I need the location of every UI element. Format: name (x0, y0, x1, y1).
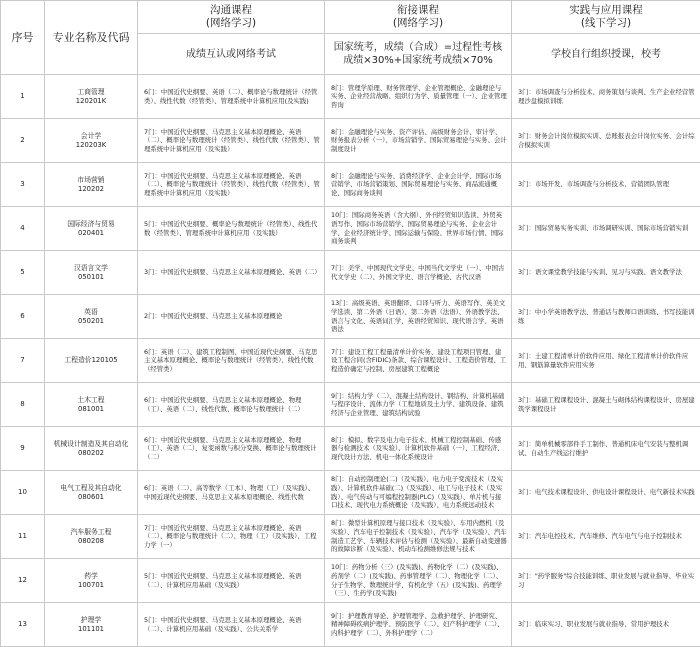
row-number: 3 (1, 163, 45, 207)
prac-courses: 3门：临床实习、职业发展与就业指导、常用护理技术 (512, 603, 700, 647)
comm-courses: 7门：中国近代史纲要、马克思主义基本原理概论、英语（二）、概率论与数理统计（经管类）、线性代数（经管类）、管理系统中计算机应用（及实践） (138, 163, 325, 207)
header-link (325, 1, 512, 34)
comm-courses: 6门：英语（二）、建筑工程制图、中国近现代史纲要、马克思主义基本原理概论、概率论与数理统计（经管类）、线性代数（经管类） (138, 339, 325, 383)
header-link-title: 衔接课程 (329, 4, 507, 17)
table-row (1, 75, 700, 119)
major-name: 电气工程及其自动化 (49, 484, 133, 493)
link-courses: 7门：建设工程工程量清单计价实务、建设工程项目管理、建设工程合同(含FIDIC)条款、综合课程设计、工程造价管理、工程造价确定与控制、房屋建筑工程概论 (325, 339, 512, 383)
major-code: 081001 (49, 405, 133, 414)
comm-courses: 6门：中国近代史纲要、马克思主义基本原理概论、物理（工）、英语（二）、复变函数与积分变换、概率论与数理统计（二） (138, 427, 325, 471)
row-number: 2 (1, 119, 45, 163)
major-cell (45, 471, 138, 515)
major-cell (45, 295, 138, 339)
prac-courses: 3门：市场开发、市场调查与分析技术、营销团队管理 (512, 163, 700, 207)
table-row (1, 163, 700, 207)
link-courses: 10门：国际商务英语（含大纲）、外刊经贸知识选读、外贸英语写作、国际市场营销学、国际贸易理论与实务、企业会计学、企业经济统计学、国际运输与保险、世界市场行情、国际商务谈判 (325, 207, 512, 251)
major-cell (45, 339, 138, 383)
comm-courses: 5门：中国近代史纲要、马克思主义基本原理概论、英语（二）、计算机应用基础（及实践）、公共关系学 (138, 603, 325, 647)
link-courses: 13门：高级英语、英语翻译、口译与听力、英语写作、英美文学选读、第二外语（日语）、第二外语（法语）、外语教学法、语言与文化、英语词汇学、英语经贸知识、现代语言学、英语语法 (325, 295, 512, 339)
major-cell (45, 427, 138, 471)
major-code: 080202 (49, 449, 133, 458)
row-number: 10 (1, 471, 45, 515)
row-number: 13 (1, 603, 45, 647)
prac-courses: 3门：市场调查与分析技术、商务策划与谈判、生产企业经营管理沙盘模拟训练 (512, 75, 700, 119)
row-number: 12 (1, 559, 45, 603)
prac-courses: 3门：国际贸易实务实训、市场调研实训、国际市场营销实训 (512, 207, 700, 251)
major-name: 护理学 (49, 616, 133, 625)
row-number: 1 (1, 75, 45, 119)
row-number: 9 (1, 427, 45, 471)
prac-courses: 3门：语文课堂教学技能与实训、见习与实践、语文教学法 (512, 251, 700, 295)
table-row (1, 559, 700, 603)
header-link-desc: 国家统考，成绩（合成）=过程性考核成绩×30%+国家统考成绩×70% (325, 34, 512, 75)
header-comm-desc: 成绩互认或网络考试 (138, 34, 325, 75)
row-number: 8 (1, 383, 45, 427)
link-courses: 7门：美学、中国现代文学史、中国当代文学史（一）、中国古代文学史（二）、外国文学史、语言学概论、古代汉语 (325, 251, 512, 295)
major-name: 工程造价120105 (49, 356, 133, 365)
major-name: 市场营销 (49, 176, 133, 185)
table-row (1, 383, 700, 427)
major-cell (45, 383, 138, 427)
comm-courses: 2门：中国近代史纲要、马克思主义基本原理概论 (138, 295, 325, 339)
major-code: 020401 (49, 229, 133, 238)
major-cell (45, 163, 138, 207)
header-prac-desc: 学校自行组织授课，校考 (512, 34, 700, 75)
header-comm-sub: (网络学习) (142, 17, 320, 30)
comm-courses: 7门：中国近代史纲要、马克思主义基本原理概论、英语（二）、概率论与数理统计（经管类）、线性代数（经管类）、管理系统中计算机应用（及实践） (138, 119, 325, 163)
row-number: 5 (1, 251, 45, 295)
link-courses: 8门：模拟、数字及电力电子技术、机械工程控制基础、传感器与检测技术（及实验）、计算机软件基础（一）、工程经济、现代设计方法、机电一体化系统设计 (325, 427, 512, 471)
table-row (1, 427, 700, 471)
comm-courses: 6门：中国近代史纲要、英语（二）、概率论与数理统计（经管类）、线性代数（经管类）、管理系统中计算机应用(及实践) (138, 75, 325, 119)
table-row (1, 207, 700, 251)
prac-courses: 3门：汽车电控技术、汽车维修、汽车电气与电子控制技术 (512, 515, 700, 559)
link-courses: 8门：微型计算机原理与接口技术（及实验）、车用内燃机（及实验）、汽车电子控制技术（及实验）、汽车学（及实验）、汽车制造工艺学、车辆技术评估与检测（及实验）、最新自动变速器的故障诊断（及实验）、机动车检测维修法规与技术 (325, 515, 512, 559)
prac-courses: 3门：财务会计岗位模拟实训、总账报表会计岗位实务、会计综合模拟实训 (512, 119, 700, 163)
prac-courses: 3门：土建工程清单计价软件应用、绿化工程清单计价软件应用、钢筋算量软件应用实务 (512, 339, 700, 383)
link-courses: 8门：管理学原理、财务管理学、企业管理概论、金融理论与实务、企业经营战略、组织行为学、质量管理（一）、企业管理咨询 (325, 75, 512, 119)
major-name: 土木工程 (49, 396, 133, 405)
major-code: 120202 (49, 185, 133, 194)
table-row (1, 295, 700, 339)
link-courses: 8门：金融理论与实务、消费经济学、企业会计学、国际市场营销学、市场营销策划、国际贸易理论与实务、商品流通概论、国际商务谈判 (325, 163, 512, 207)
major-name: 会计学 (49, 132, 133, 141)
major-code: 101101 (49, 625, 133, 634)
major-name: 机械设计制造及其自动化 (49, 440, 133, 449)
row-number: 6 (1, 295, 45, 339)
comm-courses: 3门：中国近代史纲要、马克思主义基本原理概论、英语（二） (138, 251, 325, 295)
comm-courses: 5门：中国近代史纲要、马克思主义基本原理概论、英语（二）、计算机应用基础（及实践） (138, 559, 325, 603)
major-cell (45, 75, 138, 119)
header-link-sub: (网络学习) (329, 17, 507, 30)
comm-courses: 6门：中国近代史纲要、马克思主义基本原理概论、物理（工）、英语（二）、线性代数、概率论与数理统计（二） (138, 383, 325, 427)
major-cell (45, 559, 138, 603)
major-code: 120201K (49, 97, 133, 106)
major-name: 汉语言文学 (49, 264, 133, 273)
prac-courses: 3门：基础工程课程设计、混凝土与砌体结构课程设计、房屋建筑学课程设计 (512, 383, 700, 427)
row-number: 11 (1, 515, 45, 559)
header-comm (138, 1, 325, 34)
header-major: 专业名称及代码 (45, 1, 138, 75)
major-code: 050201 (49, 317, 133, 326)
table-row (1, 251, 700, 295)
table-row (1, 515, 700, 559)
major-cell (45, 119, 138, 163)
major-name: 汽车服务工程 (49, 528, 133, 537)
prac-courses: 3门：电气技术课程设计、供电设计课程设计、电气新技术实践 (512, 471, 700, 515)
link-courses: 9门：护理教育导论、护理管理学、急救护理学、护理研究、精神障碍疾病护理学、预防医学（二）、妇产科护理学（二）、内科护理学（二）、外科护理学（二） (325, 603, 512, 647)
link-courses: 8门：自动控制理论(二)（及实践）、电力电子变流技术（及实践）、计算机软件基础(二)（及实践）、电工与电子技术（及实践）、电气传动与可编程控制器(PLC)（及实践）、单片机与接口技术、现代电力系统概论（及实践）、电力系统远动技术 (325, 471, 512, 515)
header-prac-title: 实践与应用课程 (516, 4, 696, 17)
major-code: 100701 (49, 581, 133, 590)
link-courses: 8门：金融理论与实务、资产评估、高级财务会计、审计学、财务报表分析（一）、市场营销学、国际贸易理论与实务、会计制度设计 (325, 119, 512, 163)
prac-courses: 3门："药学服务"综合技能训练、职业发展与就业指导、毕业实习 (512, 559, 700, 603)
link-courses: 9门：结构力学（二）、混凝土结构设计、钢结构、计算机基础与程序设计、流体力学（工程地质及土力学、建筑设备、建筑经济与企业管理、建筑结构试验 (325, 383, 512, 427)
major-name: 工商管理 (49, 88, 133, 97)
prac-courses: 3门：简单机械零部件手工制作、普通机床电气安装与整机调试、自动生产线运行维护 (512, 427, 700, 471)
table-row (1, 471, 700, 515)
row-number: 7 (1, 339, 45, 383)
comm-courses: 7门：中国近代史纲要、马克思主义基本原理概论、英语（二）、概率论与数理统计（二）、物理（工）（及实践）、工程力学（一） (138, 515, 325, 559)
header-no: 序号 (1, 1, 45, 75)
prac-courses: 3门：中小学英语教学法、普通话与教师口语训练、书写技能训练 (512, 295, 700, 339)
major-cell (45, 603, 138, 647)
major-code: 080601 (49, 493, 133, 502)
header-prac (512, 1, 700, 34)
major-code: 120203K (49, 141, 133, 150)
major-name: 药学 (49, 572, 133, 581)
major-name: 英语 (49, 308, 133, 317)
row-number: 4 (1, 207, 45, 251)
comm-courses: 5门：中国近代史纲要、概率论与数理统计（经管类）、线性代数（经管类）、管理系统中计算机应用（及实践） (138, 207, 325, 251)
table-row (1, 339, 700, 383)
major-cell (45, 207, 138, 251)
table-row (1, 119, 700, 163)
header-prac-sub: (线下学习) (516, 17, 696, 30)
link-courses: 10门：药物分析（三）(及实践)、药物化学（二）(及实践)、药剂学（二）(及实践)、药事管理学（二）、物理化学（二）、分子生物学、数理统计学、有机化学（五）(及实践)、药理学（三）、生药学(及实践) (325, 559, 512, 603)
header-comm-title: 沟通课程 (142, 4, 320, 17)
major-cell (45, 515, 138, 559)
major-code: 050101 (49, 273, 133, 282)
major-code: 080208 (49, 537, 133, 546)
major-name: 国际经济与贸易 (49, 220, 133, 229)
comm-courses: 6门：英语（二）、高等数学（工本）、物理（工）（及实践）、中国近现代史纲要、马克思主义基本原理概论、线性代数 (138, 471, 325, 515)
table-row (1, 603, 700, 647)
major-cell (45, 251, 138, 295)
